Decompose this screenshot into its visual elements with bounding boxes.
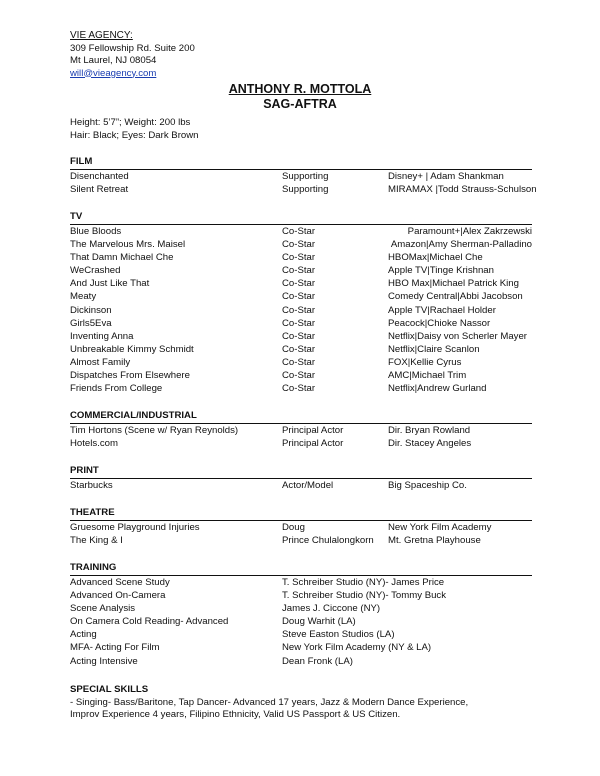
credit-row (70, 382, 532, 395)
credit-title: Starbucks (70, 480, 113, 491)
credit-company: Netflix|Claire Scanlon (388, 343, 480, 355)
credit-title: Inventing Anna (70, 330, 134, 342)
training-row (70, 576, 532, 589)
credit-company: AMC|Michael Trim (388, 370, 467, 382)
training-row (70, 615, 532, 628)
credit-role: Co-Star (282, 265, 316, 277)
credit-title: That Damn Michael Che (70, 252, 174, 264)
credit-title: Unbreakable Kimmy Schmidt (70, 343, 194, 355)
credit-row (70, 479, 532, 492)
training-teacher: James J. Ciccone (NY) (282, 603, 381, 615)
credit-role: Co-Star (282, 330, 316, 342)
section-tv (70, 211, 532, 395)
credit-company: MIRAMAX |Todd Strauss-Schulson (388, 184, 537, 196)
agency-contact (70, 30, 195, 80)
credit-row (70, 304, 532, 317)
credit-role: Principal Actor (282, 425, 344, 436)
section-commercial (70, 410, 532, 450)
credit-row (70, 251, 532, 264)
credit-role: Co-Star (282, 239, 316, 251)
credit-role: Co-Star (282, 291, 316, 303)
section-title-commercial: COMMERCIAL/INDUSTRIAL (70, 410, 532, 424)
credit-role: Prince Chulalongkorn (282, 535, 374, 547)
credit-row (70, 534, 532, 547)
credit-company: New York Film Academy (388, 522, 492, 533)
credit-role: Actor/Model (282, 480, 334, 491)
credit-title: And Just Like That (70, 278, 150, 290)
credit-role: Co-Star (282, 356, 316, 368)
credit-company: FOX|Kellie Cyrus (388, 356, 462, 368)
credit-role: Co-Star (282, 278, 316, 290)
stats-height-weight: Height: 5’7”; Weight: 200 lbs (70, 117, 191, 128)
skills-line-2: Improv Experience 4 years, Filipino Ethnicity, Valid US Passport & US Citizen. (70, 709, 401, 720)
actor-stats (70, 116, 199, 142)
training-teacher: Dean Fronk (LA) (282, 655, 353, 667)
credit-company: Netflix|Daisy von Scherler Mayer (388, 330, 527, 342)
section-title-film: FILM (70, 156, 532, 170)
training-course: Scene Analysis (70, 603, 136, 615)
credit-company: Apple TV|Rachael Holder (388, 304, 496, 316)
credit-row (70, 264, 532, 277)
credit-title: Dispatches From Elsewhere (70, 370, 190, 382)
credit-row (70, 238, 532, 251)
credit-title: Hotels.com (70, 438, 118, 450)
credit-row (70, 424, 532, 437)
credit-company: Disney+ | Adam Shankman (388, 171, 504, 182)
credit-row (70, 317, 532, 330)
credit-row (70, 277, 532, 290)
credit-title: WeCrashed (70, 265, 121, 277)
credit-title: Almost Family (70, 356, 131, 368)
credit-role: Principal Actor (282, 438, 344, 450)
credit-company: Netflix|Andrew Gurland (388, 383, 487, 395)
training-row (70, 589, 532, 602)
training-course: Advanced On-Camera (70, 590, 166, 602)
skills-line-1: - Singing- Bass/Baritone, Tap Dancer- Advanced 17 years, Jazz & Modern Dance Experience, (70, 696, 469, 708)
actor-name: ANTHONY R. MOTTOLA (228, 82, 372, 96)
agency-label: VIE AGENCY: (70, 30, 133, 41)
credit-title: Girls5Eva (70, 317, 112, 329)
section-film (70, 156, 537, 196)
training-row (70, 655, 532, 668)
credit-company: Apple TV|Tinge Krishnan (388, 265, 494, 277)
credit-company: Amazon|Amy Sherman-Palladino (390, 239, 532, 251)
training-row (70, 602, 532, 615)
credit-row (70, 183, 537, 196)
training-teacher: Steve Easton Studios (LA) (282, 629, 395, 641)
credit-role: Co-Star (282, 304, 316, 316)
credit-role: Co-Star (282, 343, 316, 355)
training-course: Advanced Scene Study (70, 577, 170, 588)
credit-company: Dir. Bryan Rowland (388, 425, 471, 436)
section-print (70, 465, 532, 492)
credit-role: Supporting (282, 171, 329, 182)
credit-role: Supporting (282, 184, 329, 196)
credit-role: Doug (282, 522, 305, 533)
credit-row (70, 521, 532, 534)
credit-row (70, 343, 532, 356)
credit-company: Big Spaceship Co. (388, 480, 467, 491)
agency-email-link[interactable]: will@vieagency.com (70, 67, 157, 79)
section-title-tv: TV (70, 211, 532, 225)
credit-company: Paramount+|Alex Zakrzewski (407, 226, 532, 237)
credit-row (70, 225, 532, 238)
credit-title: Meaty (70, 291, 97, 303)
section-training (70, 562, 532, 668)
credit-role: Co-Star (282, 252, 316, 264)
credit-title: Friends From College (70, 383, 163, 395)
credit-company: Peacock|Chioke Nassor (388, 317, 491, 329)
credit-title: Dickinson (70, 304, 112, 316)
credit-company: HBO Max|Michael Patrick King (388, 278, 519, 290)
training-row (70, 641, 532, 654)
credit-company: HBOMax|Michael Che (388, 252, 483, 264)
section-title-print: PRINT (70, 465, 532, 479)
training-course: MFA- Acting For Film (70, 642, 160, 654)
training-row (70, 628, 532, 641)
training-teacher: T. Schreiber Studio (NY)- Tommy Buck (282, 590, 447, 602)
credit-company: Comedy Central|Abbi Jacobson (388, 291, 523, 303)
training-teacher: Doug Warhit (LA) (282, 616, 356, 628)
credit-row (70, 290, 532, 303)
credit-title: Disenchanted (70, 171, 129, 182)
credit-row (70, 437, 532, 450)
credit-title: The King & I (70, 535, 123, 547)
agency-address-line2: Mt Laurel, NJ 08054 (70, 55, 157, 66)
training-course: Acting Intensive (70, 655, 138, 667)
credit-title: The Marvelous Mrs. Maisel (70, 239, 186, 251)
credit-title: Gruesome Playground Injuries (70, 522, 200, 533)
section-title-special-skills: SPECIAL SKILLS (70, 684, 149, 695)
credit-role: Co-Star (282, 370, 316, 382)
credit-role: Co-Star (282, 226, 316, 237)
credit-company: Dir. Stacey Angeles (388, 438, 472, 450)
credit-company: Mt. Gretna Playhouse (388, 535, 481, 547)
credit-title: Silent Retreat (70, 184, 129, 196)
credit-row (70, 356, 532, 369)
credit-title: Tim Hortons (Scene w/ Ryan Reynolds) (70, 425, 239, 436)
credit-row (70, 330, 532, 343)
section-theatre (70, 507, 532, 547)
section-title-theatre: THEATRE (70, 507, 532, 521)
training-teacher: New York Film Academy (NY & LA) (282, 642, 432, 654)
credit-role: Co-Star (282, 383, 316, 395)
stats-hair-eyes: Hair: Black; Eyes: Dark Brown (70, 130, 199, 141)
actor-union: SAG-AFTRA (263, 97, 337, 111)
credit-row (70, 369, 532, 382)
credit-title: Blue Bloods (70, 226, 122, 237)
section-title-training: TRAINING (70, 562, 532, 576)
training-course: Acting (70, 629, 97, 641)
section-special-skills (70, 684, 550, 722)
training-course: On Camera Cold Reading- Advanced (70, 616, 229, 628)
credit-row (70, 170, 532, 183)
agency-address-line1: 309 Fellowship Rd. Suite 200 (70, 42, 195, 54)
credit-role: Co-Star (282, 317, 316, 329)
training-teacher: T. Schreiber Studio (NY)- James Price (282, 577, 445, 588)
